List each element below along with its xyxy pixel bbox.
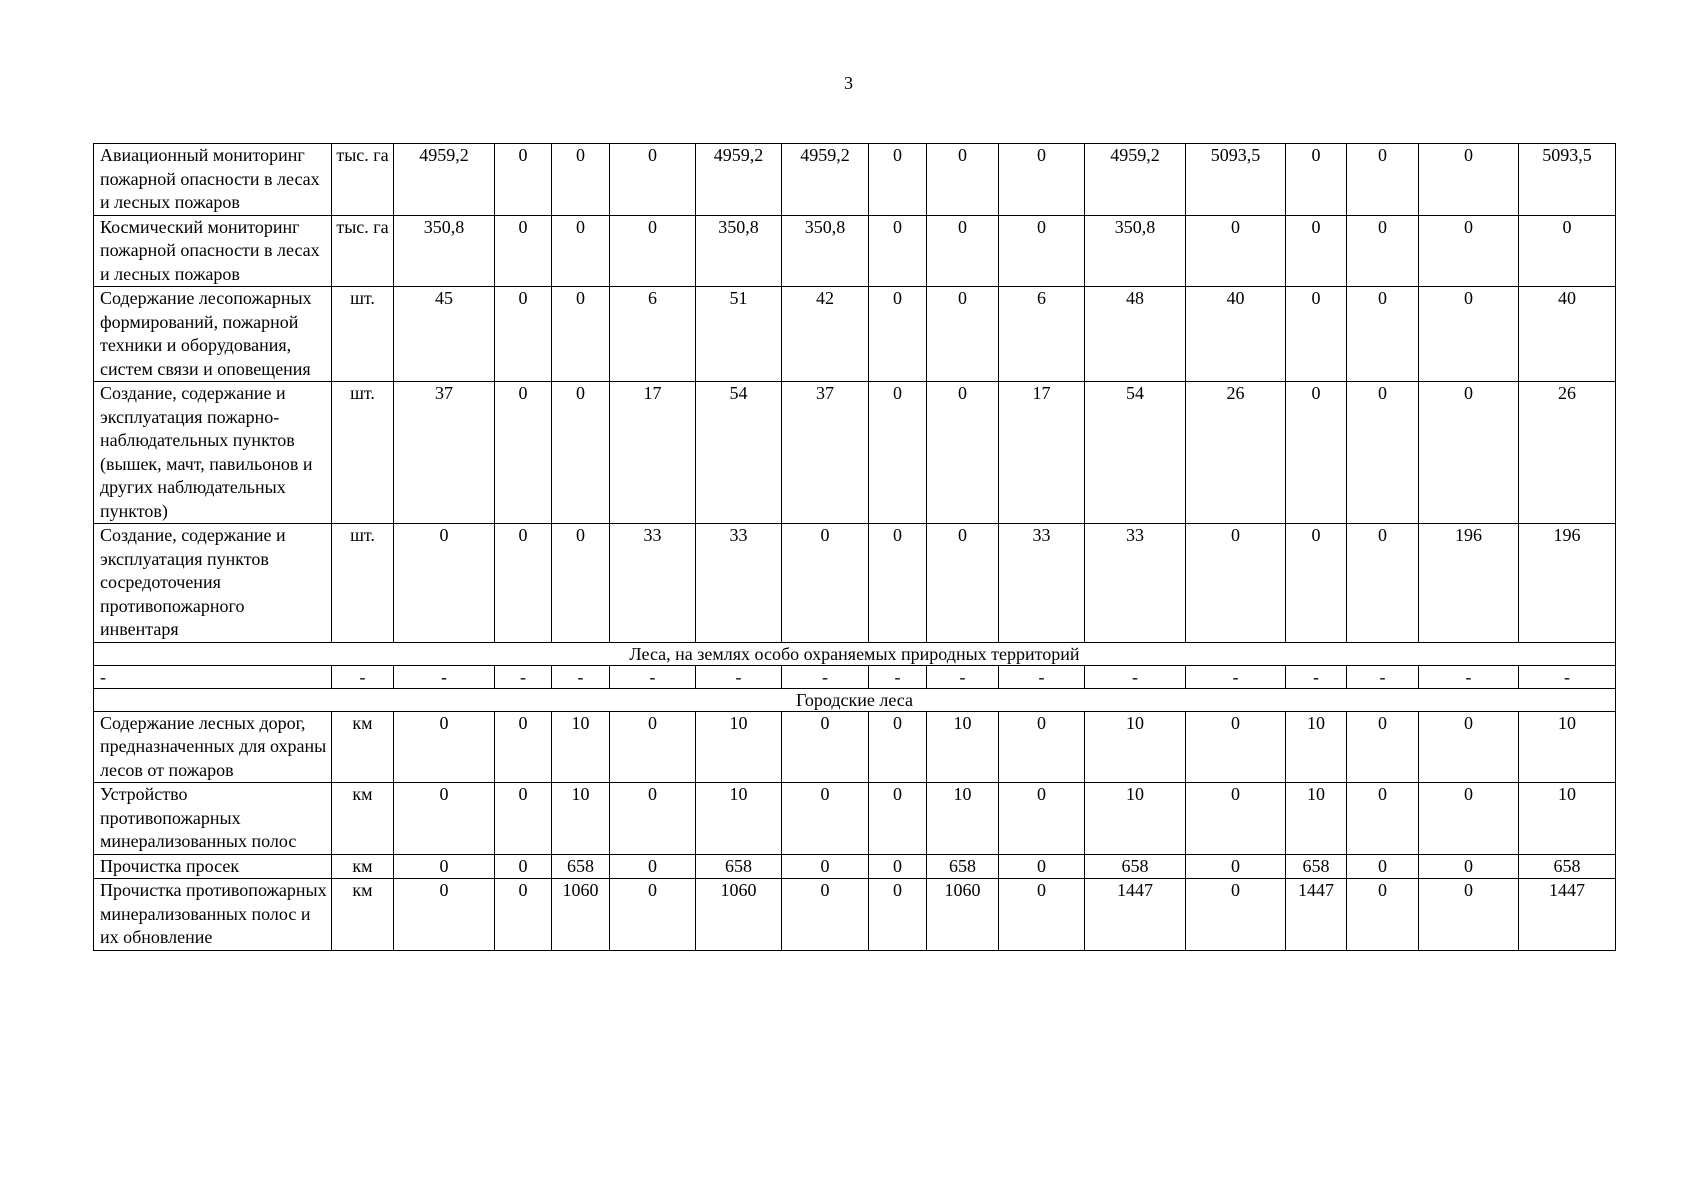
value-cell: 40: [1186, 287, 1286, 382]
value-cell: 0: [1186, 879, 1286, 951]
value-cell: 0: [999, 854, 1085, 879]
value-cell: 10: [1085, 783, 1186, 855]
dash-cell: -: [869, 665, 927, 688]
value-cell: 0: [1519, 215, 1616, 287]
value-cell: 0: [1186, 783, 1286, 855]
section-row-protected-territories: [94, 642, 1616, 665]
value-cell: 33: [610, 524, 696, 643]
value-cell: 0: [1419, 382, 1519, 524]
value-cell: 0: [495, 382, 552, 524]
value-cell: 0: [1419, 879, 1519, 951]
table-row: [94, 854, 1616, 879]
table-row: [94, 287, 1616, 382]
value-cell: 658: [696, 854, 782, 879]
section-row-urban-forests: [94, 688, 1616, 711]
value-cell: 658: [1519, 854, 1616, 879]
value-cell: 0: [495, 287, 552, 382]
value-cell: 0: [610, 854, 696, 879]
row-activity-name: Создание, содержание и эксплуатация пожарно-наблюдательных пунктов (вышек, мачт, павильонов и других наблюдательных пунктов): [94, 382, 332, 524]
dash-cell: -: [610, 665, 696, 688]
value-cell: 0: [495, 144, 552, 216]
value-cell: 0: [782, 524, 869, 643]
value-cell: 0: [552, 215, 610, 287]
value-cell: 5093,5: [1519, 144, 1616, 216]
value-cell: 0: [782, 783, 869, 855]
value-cell: 33: [1085, 524, 1186, 643]
value-cell: 350,8: [394, 215, 495, 287]
row-unit: тыс. га: [332, 144, 394, 216]
dash-cell: -: [394, 665, 495, 688]
value-cell: 658: [552, 854, 610, 879]
value-cell: 1447: [1085, 879, 1186, 951]
value-cell: 0: [552, 382, 610, 524]
value-cell: 0: [1286, 382, 1347, 524]
value-cell: 0: [1419, 711, 1519, 783]
value-cell: 0: [1286, 524, 1347, 643]
value-cell: 0: [552, 524, 610, 643]
value-cell: 10: [927, 711, 999, 783]
table-row: [94, 215, 1616, 287]
value-cell: 0: [610, 879, 696, 951]
value-cell: 0: [1419, 144, 1519, 216]
value-cell: 0: [552, 144, 610, 216]
value-cell: 0: [869, 144, 927, 216]
value-cell: 4959,2: [782, 144, 869, 216]
value-cell: 0: [495, 879, 552, 951]
dash-cell: -: [1347, 665, 1419, 688]
value-cell: 10: [552, 783, 610, 855]
value-cell: 0: [1347, 711, 1419, 783]
value-cell: 0: [869, 783, 927, 855]
value-cell: 17: [999, 382, 1085, 524]
dash-cell: -: [696, 665, 782, 688]
value-cell: 0: [394, 711, 495, 783]
dash-cell: -: [999, 665, 1085, 688]
value-cell: 0: [999, 144, 1085, 216]
dash-cell: -: [1286, 665, 1347, 688]
value-cell: 40: [1519, 287, 1616, 382]
value-cell: 33: [999, 524, 1085, 643]
value-cell: 4959,2: [696, 144, 782, 216]
value-cell: 10: [1286, 783, 1347, 855]
value-cell: 0: [999, 783, 1085, 855]
value-cell: 0: [394, 879, 495, 951]
value-cell: 10: [1085, 711, 1186, 783]
value-cell: 6: [999, 287, 1085, 382]
table-row: [94, 783, 1616, 855]
value-cell: 42: [782, 287, 869, 382]
value-cell: 0: [869, 287, 927, 382]
table-row: [94, 711, 1616, 783]
dash-cell: -: [1519, 665, 1616, 688]
value-cell: 0: [869, 711, 927, 783]
value-cell: 0: [1186, 854, 1286, 879]
value-cell: 10: [927, 783, 999, 855]
dash-cell: -: [927, 665, 999, 688]
row-unit: шт.: [332, 287, 394, 382]
forest-protection-table: [93, 143, 1616, 951]
value-cell: 0: [495, 524, 552, 643]
dash-cell: -: [332, 665, 394, 688]
value-cell: 350,8: [1085, 215, 1186, 287]
value-cell: 0: [927, 287, 999, 382]
value-cell: 6: [610, 287, 696, 382]
value-cell: 10: [1519, 711, 1616, 783]
value-cell: 350,8: [782, 215, 869, 287]
table-row: [94, 144, 1616, 216]
value-cell: 350,8: [696, 215, 782, 287]
value-cell: 0: [1347, 287, 1419, 382]
table-block-urban: [94, 711, 1616, 950]
value-cell: 0: [1186, 524, 1286, 643]
value-cell: 48: [1085, 287, 1186, 382]
row-activity-name: Авиационный мониторинг пожарной опасности в лесах и лесных пожаров: [94, 144, 332, 216]
value-cell: 196: [1419, 524, 1519, 643]
value-cell: 0: [1286, 215, 1347, 287]
value-cell: 0: [495, 783, 552, 855]
value-cell: 0: [394, 854, 495, 879]
value-cell: 1060: [552, 879, 610, 951]
value-cell: 0: [1347, 854, 1419, 879]
value-cell: 0: [1347, 215, 1419, 287]
value-cell: 0: [495, 854, 552, 879]
value-cell: 0: [610, 783, 696, 855]
empty-dash-row: [94, 665, 1616, 688]
row-activity-name: Содержание лесопожарных формирований, пожарной техники и оборудования, систем связи и оповещения: [94, 287, 332, 382]
value-cell: 0: [999, 879, 1085, 951]
row-activity-name: Содержание лесных дорог, предназначенных для охраны лесов от пожаров: [94, 711, 332, 783]
value-cell: 0: [610, 215, 696, 287]
value-cell: 0: [552, 287, 610, 382]
value-cell: 0: [927, 215, 999, 287]
value-cell: 0: [782, 711, 869, 783]
value-cell: 33: [696, 524, 782, 643]
value-cell: 0: [394, 524, 495, 643]
row-activity-name: Устройство противопожарных минерализованных полос: [94, 783, 332, 855]
value-cell: 0: [1419, 287, 1519, 382]
value-cell: 0: [394, 783, 495, 855]
value-cell: 0: [927, 524, 999, 643]
value-cell: 0: [869, 215, 927, 287]
value-cell: 0: [999, 711, 1085, 783]
page-number: 3: [844, 73, 853, 93]
value-cell: 0: [1419, 854, 1519, 879]
row-unit: км: [332, 783, 394, 855]
value-cell: 26: [1519, 382, 1616, 524]
value-cell: 658: [927, 854, 999, 879]
row-unit: км: [332, 854, 394, 879]
row-activity-name: Космический мониторинг пожарной опасности в лесах и лесных пожаров: [94, 215, 332, 287]
table-row: [94, 382, 1616, 524]
row-unit: км: [332, 879, 394, 951]
value-cell: 658: [1286, 854, 1347, 879]
row-unit: тыс. га: [332, 215, 394, 287]
row-unit: шт.: [332, 524, 394, 643]
value-cell: 1447: [1519, 879, 1616, 951]
dash-cell: -: [495, 665, 552, 688]
value-cell: 1060: [927, 879, 999, 951]
value-cell: 0: [1286, 144, 1347, 216]
value-cell: 0: [1186, 711, 1286, 783]
dash-cell: -: [1186, 665, 1286, 688]
value-cell: 5093,5: [1186, 144, 1286, 216]
value-cell: 1060: [696, 879, 782, 951]
value-cell: 10: [1519, 783, 1616, 855]
value-cell: 658: [1085, 854, 1186, 879]
value-cell: 10: [696, 783, 782, 855]
value-cell: 1447: [1286, 879, 1347, 951]
value-cell: 4959,2: [394, 144, 495, 216]
value-cell: 0: [610, 711, 696, 783]
value-cell: 45: [394, 287, 495, 382]
row-unit: км: [332, 711, 394, 783]
section-title-urban-forests: Городские леса: [94, 688, 1616, 711]
value-cell: 0: [869, 879, 927, 951]
dash-cell: -: [782, 665, 869, 688]
table-row: [94, 879, 1616, 951]
value-cell: 0: [869, 524, 927, 643]
value-cell: 0: [610, 144, 696, 216]
value-cell: 0: [1286, 287, 1347, 382]
row-activity-name: Прочистка противопожарных минерализованных полос и их обновление: [94, 879, 332, 951]
value-cell: 10: [552, 711, 610, 783]
row-activity-name: Прочистка просек: [94, 854, 332, 879]
value-cell: 54: [696, 382, 782, 524]
dash-cell: -: [1085, 665, 1186, 688]
table-block-main: [94, 144, 1616, 643]
value-cell: 10: [1286, 711, 1347, 783]
value-cell: 0: [782, 854, 869, 879]
value-cell: 0: [1419, 215, 1519, 287]
value-cell: 0: [999, 215, 1085, 287]
value-cell: 10: [696, 711, 782, 783]
table-row: [94, 524, 1616, 643]
value-cell: 0: [1419, 783, 1519, 855]
value-cell: 0: [495, 215, 552, 287]
value-cell: 4959,2: [1085, 144, 1186, 216]
value-cell: 51: [696, 287, 782, 382]
value-cell: 0: [495, 711, 552, 783]
value-cell: 17: [610, 382, 696, 524]
section-title-protected-territories: Леса, на землях особо охраняемых природных территорий: [94, 642, 1616, 665]
row-unit: шт.: [332, 382, 394, 524]
value-cell: 0: [1347, 879, 1419, 951]
value-cell: 37: [782, 382, 869, 524]
value-cell: 0: [869, 854, 927, 879]
value-cell: 54: [1085, 382, 1186, 524]
table-block-protected: [94, 642, 1616, 711]
dash-cell: -: [94, 665, 332, 688]
value-cell: 0: [1347, 524, 1419, 643]
value-cell: 0: [1347, 783, 1419, 855]
value-cell: 37: [394, 382, 495, 524]
value-cell: 0: [782, 879, 869, 951]
value-cell: 0: [927, 382, 999, 524]
value-cell: 0: [1186, 215, 1286, 287]
value-cell: 0: [1347, 382, 1419, 524]
value-cell: 0: [869, 382, 927, 524]
value-cell: 0: [927, 144, 999, 216]
row-activity-name: Создание, содержание и эксплуатация пунктов сосредоточения противопожарного инвентаря: [94, 524, 332, 643]
value-cell: 26: [1186, 382, 1286, 524]
dash-cell: -: [552, 665, 610, 688]
value-cell: 0: [1347, 144, 1419, 216]
value-cell: 196: [1519, 524, 1616, 643]
dash-cell: -: [1419, 665, 1519, 688]
